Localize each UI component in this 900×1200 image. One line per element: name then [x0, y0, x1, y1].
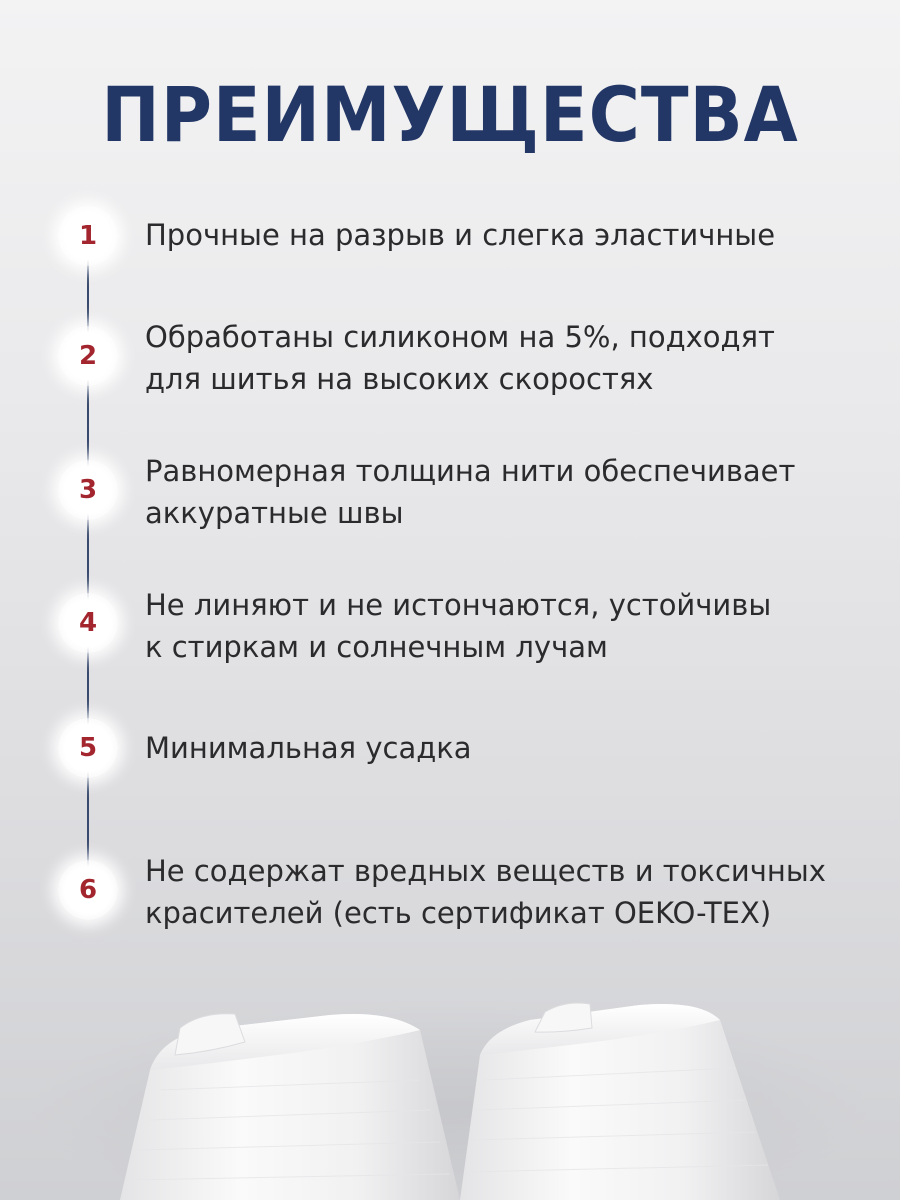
- number-badge-6: [58, 860, 118, 920]
- advantage-text-line: Не содержат вредных веществ и токсичных: [145, 854, 826, 888]
- advantage-text-line: красителей (есть сертификат OEKO-TEX): [145, 896, 772, 930]
- advantage-text-line: Не линяют и не истончаются, устойчивы: [145, 588, 772, 622]
- number-label: 3: [78, 475, 98, 505]
- advantage-text-line: Минимальная усадка: [145, 731, 472, 765]
- advantage-text: [145, 584, 865, 668]
- advantage-text-line: для шитья на высоких скоростях: [145, 362, 654, 396]
- number-label: 1: [78, 221, 98, 251]
- number-badge-1: [58, 206, 118, 266]
- number-label: 6: [78, 875, 98, 905]
- advantage-text-line: аккуратные швы: [145, 496, 404, 530]
- number-badge-4: [58, 593, 118, 653]
- advantage-text: [145, 850, 865, 934]
- number-label: 5: [78, 733, 98, 763]
- advantage-text-line: Прочные на разрыв и слегка эластичные: [145, 218, 776, 252]
- advantage-text: [145, 214, 865, 256]
- number-badge-2: [58, 326, 118, 386]
- advantage-text: [145, 316, 865, 400]
- number-label: 2: [78, 341, 98, 371]
- thread-spools-image: [0, 960, 900, 1200]
- number-badge-5: [58, 718, 118, 778]
- advantage-text: [145, 450, 865, 534]
- advantage-text: [145, 727, 865, 769]
- advantage-text-line: Обработаны силиконом на 5%, подходят: [145, 320, 775, 354]
- number-badge-3: [58, 460, 118, 520]
- advantage-text-line: Равномерная толщина нити обеспечивает: [145, 454, 796, 488]
- page-title: ПРЕИМУЩЕСТВА: [101, 70, 799, 159]
- number-label: 4: [78, 608, 98, 638]
- advantage-text-line: к стиркам и солнечным лучам: [145, 630, 608, 664]
